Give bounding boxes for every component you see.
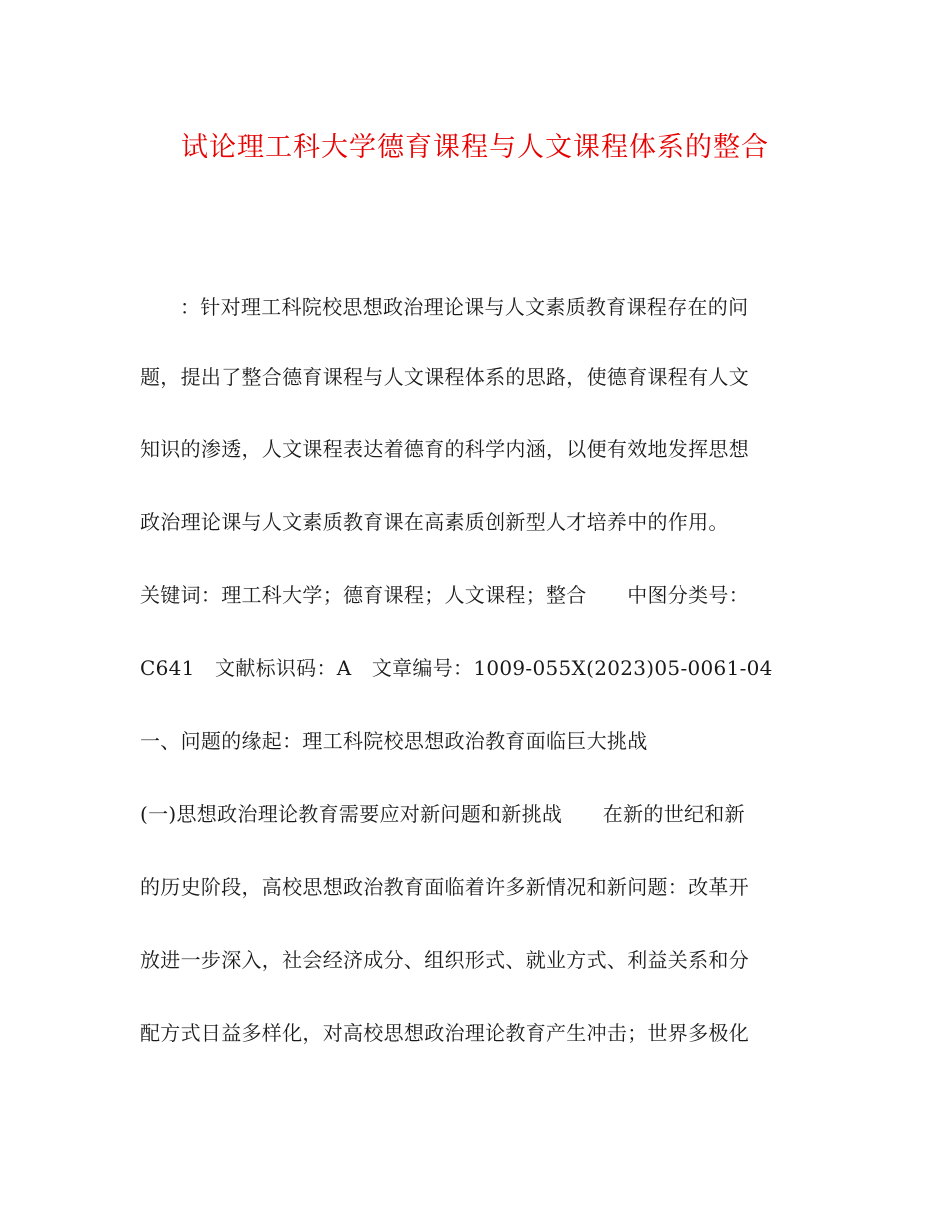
body-line-3: 放进一步深入，社会经济成分、组织形式、就业方式、利益关系和分 [140,948,749,972]
body-line-4: 配方式日益多样化，对高校思想政治理论教育产生冲击；世界多极化 [140,1021,749,1045]
body-line-1: (一)思想政治理论教育需要应对新问题和新挑战 在新的世纪和新 [140,802,745,826]
section-heading: 一、问题的缘起：理工科院校思想政治教育面临巨大挑战 [140,729,648,753]
document-title: 试论理工科大学德育课程与人文课程体系的整合 [181,132,769,163]
abstract-line-4: 政治理论课与人文素质教育课在高素质创新型人才培养中的作用。 [140,510,729,534]
abstract-line-2: 题，提出了整合德育课程与人文课程体系的思路，使德育课程有人文 [140,365,749,389]
body-line-2: 的历史阶段，高校思想政治教育面临着许多新情况和新问题：改革开 [140,875,749,899]
abstract-line-3: 知识的渗透，人文课程表达着德育的科学内涵，以便有效地发挥思想 [140,437,749,461]
abstract-line-1: ：针对理工科院校思想政治理论课与人文素质教育课程存在的问 [180,295,749,319]
keywords-line: 关键词：理工科大学；德育课程；人文课程；整合 中图分类号： [140,583,749,607]
classification-line: C641 文献标识码：A 文章编号：1009-055X(2023)05-0061-04 [140,656,773,680]
